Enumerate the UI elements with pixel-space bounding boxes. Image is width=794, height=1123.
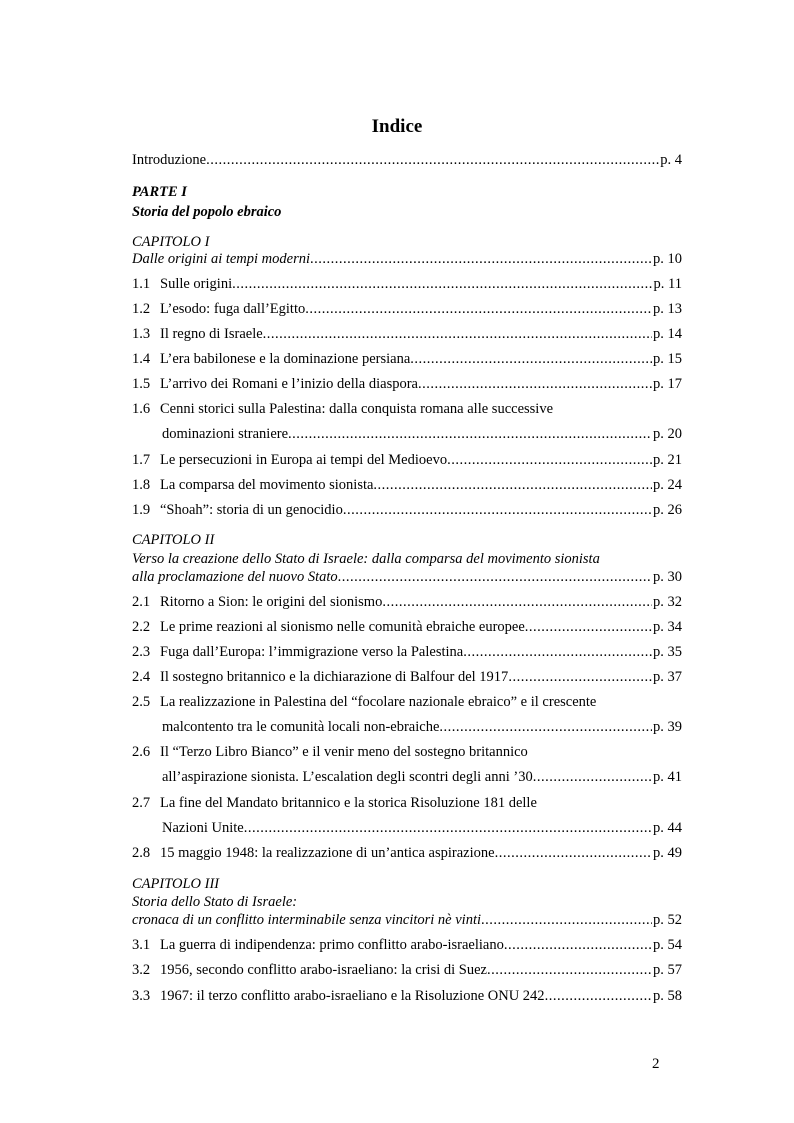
parte-subtitle: Storia del popolo ebraico xyxy=(132,204,282,220)
toc-entry: 2.7 La fine del Mandato britannico e la storica Risoluzione 181 delle xyxy=(132,795,537,811)
toc-entry: 1.5 L’arrivo dei Romani e l’inizio della diaspora ..... p. 17 xyxy=(132,374,682,394)
toc-entry-introduzione: Introduzione ..... p. 4 xyxy=(132,150,682,170)
parte-label: PARTE I xyxy=(132,184,187,200)
toc-entry: 1.8 La comparsa del movimento sionista ..... p. 24 xyxy=(132,475,682,495)
toc-entry-continuation: all’aspirazione sionista. L’escalation degli scontri degli anni ’30 ..... p. 41 xyxy=(162,767,682,787)
toc-entry: 3.3 1967: il terzo conflitto arabo-israeliano e la Risoluzione ONU 242 ..... p. 58 xyxy=(132,986,682,1006)
toc-entry: 3.1 La guerra di indipendenza: primo conflitto arabo-israeliano ..... p. 54 xyxy=(132,935,682,955)
chapter-label: CAPITOLO III xyxy=(132,876,220,892)
toc-entry: 2.2 Le prime reazioni al sionismo nelle comunità ebraiche europee ..... p. 34 xyxy=(132,617,682,637)
toc-entry: 3.2 1956, secondo conflitto arabo-israeliano: la crisi di Suez ..... p. 57 xyxy=(132,960,682,980)
toc-entry: 1.3 Il regno di Israele ..... p. 14 xyxy=(132,324,682,344)
chapter-title: Dalle origini ai tempi moderni ..... p. 10 xyxy=(132,249,682,269)
toc-entry: 1.2 L’esodo: fuga dall’Egitto ..... p. 13 xyxy=(132,299,682,319)
chapter-label: CAPITOLO I xyxy=(132,234,210,250)
toc-entry-continuation: Nazioni Unite ..... p. 44 xyxy=(162,818,682,838)
toc-entry-continuation: dominazioni straniere ..... p. 20 xyxy=(162,424,682,444)
toc-entry: 1.7 Le persecuzioni in Europa ai tempi del Medioevo ..... p. 21 xyxy=(132,450,682,470)
chapter-label: CAPITOLO II xyxy=(132,532,215,548)
toc-entry: 1.6 Cenni storici sulla Palestina: dalla conquista romana alle successive xyxy=(132,401,554,417)
toc-entry: 2.6 Il “Terzo Libro Bianco” e il venir meno del sostegno britannico xyxy=(132,744,528,760)
toc-entry: 2.5 La realizzazione in Palestina del “focolare nazionale ebraico” e il crescente xyxy=(132,694,597,710)
toc-entry-continuation: malcontento tra le comunità locali non-ebraiche ..... p. 39 xyxy=(162,717,682,737)
toc-entry: 1.4 L’era babilonese e la dominazione persiana ..... p. 15 xyxy=(132,349,682,369)
toc-entry: 2.1 Ritorno a Sion: le origini del sionismo ..... p. 32 xyxy=(132,592,682,612)
chapter-title-continuation: cronaca di un conflitto interminabile senza vincitori nè vinti ..... p. 52 xyxy=(132,910,682,930)
toc-entry: 2.8 15 maggio 1948: la realizzazione di un’antica aspirazione ..... p. 49 xyxy=(132,843,682,863)
index-title: Indice xyxy=(371,116,423,137)
chapter-title-continuation: alla proclamazione del nuovo Stato ..... p. 30 xyxy=(132,567,682,587)
toc-entry: 1.9 “Shoah”: storia di un genocidio ..... p. 26 xyxy=(132,500,682,520)
page-number: 2 xyxy=(652,1056,660,1072)
toc-entry: 2.4 Il sostegno britannico e la dichiarazione di Balfour del 1917 ..... p. 37 xyxy=(132,667,682,687)
toc-entry: 2.3 Fuga dall’Europa: l’immigrazione verso la Palestina ..... p. 35 xyxy=(132,642,682,662)
chapter-title: Verso la creazione dello Stato di Israele: dalla comparsa del movimento sionista xyxy=(132,551,600,567)
toc-entry: 1.1 Sulle origini ..... p. 11 xyxy=(132,274,682,294)
chapter-title: Storia dello Stato di Israele: xyxy=(132,894,298,910)
